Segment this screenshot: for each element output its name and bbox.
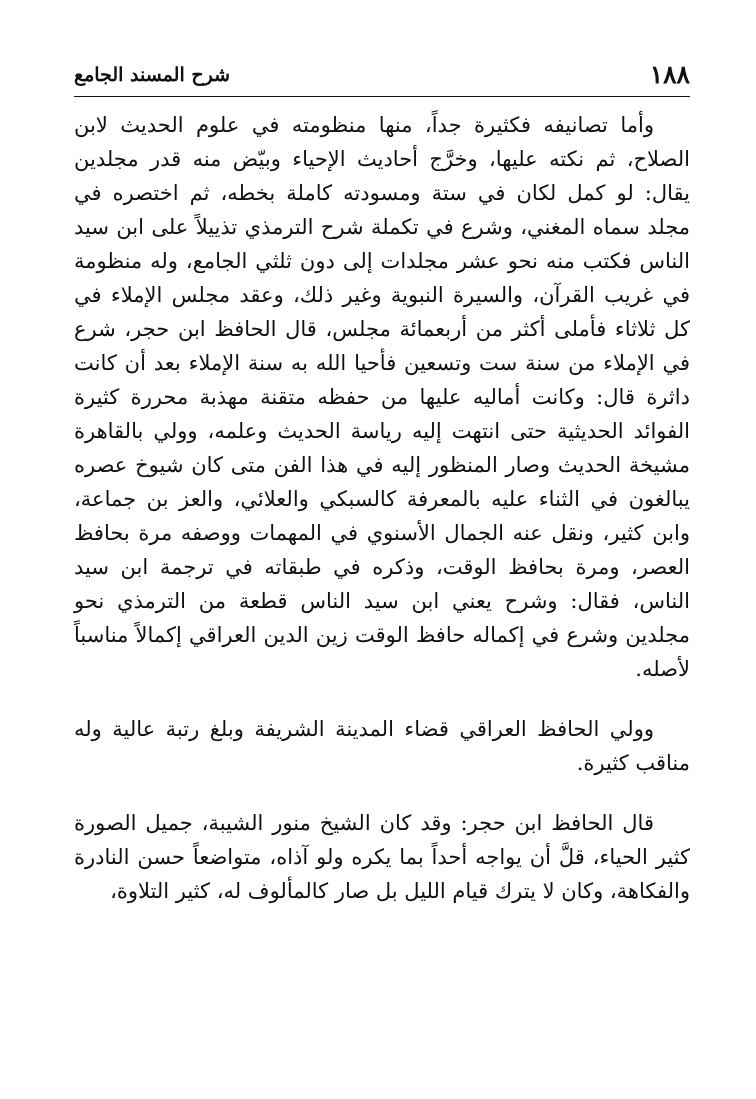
page-number: ١٨٨ <box>649 60 690 89</box>
paragraph-judgeship: وولي الحافظ العراقي قضاء المدينة الشريفة وبلغ رتبة عالية وله مناقب كثيرة. <box>74 717 690 775</box>
paragraph-works: وأما تصانيفه فكثيرة جداً، منها منظومته في علوم الحديث لابن الصلاح، ثم نكته عليها، وخرَّج أحاديث الإحياء وبيّض منه قدر مجلدين يقال: لو كمل لكان في ستة ومسودته كاملة بخطه، ثم اختصره في مجلد سماه المغني، وشرع في تكملة شرح الترمذي تذييلاً على ابن سيد الناس فكتب منه نحو عشر مجلدات إلى دون ثلثي الجامع، وله منظومة في غريب القرآن، والسيرة النبوية وغير ذلك، وعقد مجلس الإملاء في كل ثلاثاء فأملى أكثر من أربعمائة مجلس، قال الحافظ ابن حجر، شرع في الإملاء من سنة ست وتسعين فأحيا الله به سنة الإملاء بعد أن كانت داثرة قال: وكانت أماليه عليها من حفظه متقنة مهذبة محررة كثيرة الفوائد الحديثية حتى انتهت إليه رياسة الحديث وعلمه، وولي بالقاهرة مشيخة الحديث وصار المنظور إليه في هذا الفن متى كان شيوخ عصره يبالغون في الثناء عليه بالمعرفة كالسبكي والعلائي، والعز بن جماعة، وابن كثير، ونقل عنه الجمال الأسنوي في المهمات ووصفه مرة بحافظ العصر، ومرة بحافظ الوقت، وذكره في طبقاته في ترجمة ابن سيد الناس، فقال: وشرح يعني ابن سيد الناس قطعة من الترمذي نحو مجلدين وشرع في إكماله حافظ الوقت زين الدين العراقي إكمالاً مناسباً لأصله. <box>74 113 690 681</box>
header-divider <box>74 96 690 97</box>
page-header <box>74 58 690 92</box>
paragraph-character: قال الحافظ ابن حجر: وقد كان الشيخ منور الشيبة، جميل الصورة كثير الحياء، قلَّ أن يواجه أحداً بما يكره ولو آذاه، متواضعاً حسن النادرة والفكاهة، وكان لا يترك قيام الليل بل صار كالمألوف له، كثير التلاوة، <box>74 811 690 903</box>
running-title: شرح المسند الجامع <box>74 64 231 86</box>
body-text <box>74 108 690 908</box>
